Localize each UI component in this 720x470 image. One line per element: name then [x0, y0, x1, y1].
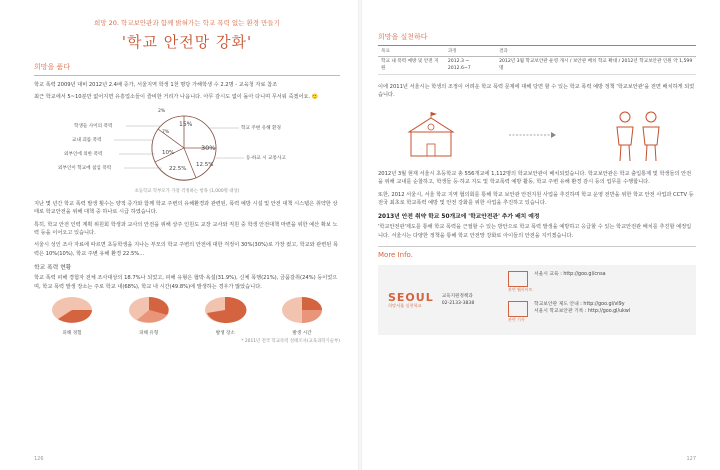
seoul-contact: [378, 265, 498, 335]
subheading-violence-status: 학교 폭력 현황: [34, 265, 72, 272]
pie-legend-item: 학교 주변 유해 환경: [241, 125, 281, 131]
arrow-head: [551, 132, 556, 138]
mini-pie-row: [34, 295, 340, 336]
more-info-box: [378, 265, 696, 335]
pie-legend-item: 교내 괴롭 폭력: [72, 137, 102, 143]
guard-body: [617, 127, 633, 145]
section-heading-hope: 희망을 품다: [34, 63, 71, 71]
website-link[interactable]: 서울시 교육 : http://goo.gl/cnsa: [534, 272, 606, 278]
table-header: 결과: [496, 46, 696, 57]
pie-svg: [34, 106, 340, 186]
school-door: [427, 144, 435, 156]
paragraph-deployment: 2012년 3월 현재 서울시 초등학교 총 556개교에 1,112명의 학교보안관이 배치되었습니다. 학교보안관은 학교 출입통제 및 학생들의 안전을 위해 교내를 순찰하고, 학생들 등·하교 지도 및 학교폭력 예방 활동, 학교 주변 유해 환경 감시 등의 업무를 수행합니다.: [378, 170, 692, 186]
mini-pie: [274, 295, 330, 336]
more-info-heading: More Info.: [378, 251, 413, 260]
mini-pie-caption: 피해 경험: [62, 331, 82, 337]
pie-label: 30%: [201, 143, 216, 152]
table-header: 과정: [445, 46, 496, 57]
pie-legend-item: 학생들 사이의 폭력: [74, 123, 113, 129]
guard-leg: [655, 145, 656, 161]
school-guard-illustration: [378, 104, 696, 166]
pie-label: 10%: [162, 149, 175, 156]
paragraph-programs: 또한, 2012 서울시, 서울 학교 지역 협의회를 통해 학교 보안관 안전지원 사업을 추진하며 학교 운영 전반을 위한 학교 안전 사업과 CCTV 등 전국 최초로 학교폭력 예방 및 안전 강화를 위한 사업을 추진하고 있습니다.: [378, 191, 694, 207]
seoul-logo-block: [388, 292, 434, 309]
paragraph-violence-stats: 학교 폭력 피해 경험자 전체 조사대상의 18.7%나 되었고, 피해 유형은 협박·욕설(31.9%), 신체 폭행(21%), 금품갈취(24%) 등이었으며, 학교 폭력 발생 장소는 주로 학교 내(68%), 학교 내 시간(49.8%)에 발생하는 경우가 많았습니다.: [34, 275, 338, 290]
pie-slice: [302, 297, 322, 310]
table-cell: 학교 내 폭력 예방 및 안전 지원: [378, 57, 445, 75]
mini-pie: [121, 295, 177, 336]
paragraph-quote: 최근 학교에서 5~10분만 없어지면 유흥업소들이 즐비한 거리가 나옵니다. 아무 감시도 없이 돌아 다니며 무서워 죽겠어요. 🙂: [34, 94, 319, 101]
guard-body: [643, 127, 659, 145]
section-heading-practice: 희망을 실천하다: [378, 33, 428, 41]
table-header-row: [378, 46, 696, 57]
mini-pie-svg: [280, 295, 324, 325]
paragraph-survey: 서울시 성인 조사 자료에 따르면 초등학생을 지나는 부모의 학교 주변의 안전에 대한 걱정이 30%(30%)로 가장 컸고, 학교와 관련된 폭력은 10%(10%), 학교 주변 유해 환경 22.5%...: [34, 242, 338, 257]
table-row: [378, 57, 696, 75]
related-links: [498, 265, 696, 335]
pie-legend-item: 등·하교 시 교통사고: [246, 155, 286, 161]
page-title: '학교 안전망 강화': [121, 33, 253, 51]
mini-pie-svg: [127, 295, 171, 325]
paragraph-future: '학교안전관'제도를 통해 학교 폭력을 근절할 수 있는 방안으로 학교 폭력 발생을 예방하고 응급할 수 있는 학교안전관 배치를 추진할 예정입니다. 서울시는 다양한 정책을 통해 학교 안전망 강화로 아이들의 안전을 지키겠습니다.: [378, 224, 692, 239]
mini-pie-caption: 발생 시간: [292, 331, 312, 337]
page-number-right: 127: [686, 456, 696, 462]
guard-leg: [629, 145, 630, 161]
document-icon: [508, 301, 528, 317]
table-cell: 2012.3 ~ 2012.6~7: [445, 57, 496, 75]
seoul-logo-sub: 희망서울 실천학교: [388, 302, 422, 308]
seoul-logo: SEOUL: [388, 290, 434, 304]
more-info-section: [378, 246, 696, 335]
school-clock: [428, 124, 434, 130]
pie-label: 22.5%: [169, 165, 187, 172]
concern-pie-chart: [34, 106, 340, 186]
pie-legend-item: 외부인에 의한 폭력: [64, 151, 103, 157]
pie-label: 15%: [179, 120, 193, 128]
link-row-articles: [508, 301, 688, 323]
paragraph-detail: 특히, 학교 안전 인력 계획 위원회 학생과 교사의 안전을 위해 상주 인원도 교장 교사와 직원 중 학생 안전대책 마련을 위한 예산 확보 노력 등을 이어오고 있습니다.: [34, 221, 338, 237]
link-row-website: [508, 271, 688, 293]
school-building-icon: [401, 110, 461, 160]
mini-pie-caption: 피해 유형: [139, 331, 159, 337]
mini-pie-svg: [50, 295, 94, 325]
divider: [34, 75, 340, 76]
paragraph-intro: 이에 2011년 서울시는 학생의 조정이 어려운 학교 폭력 문제에 대해 당면 할 수 있는 학교 폭력 예방 정책 '학교보안관'을 전면 배치하게 되었습니다.: [378, 84, 695, 99]
mini-pie: [44, 295, 100, 336]
org-name: 교육지원정책과: [441, 294, 473, 300]
guard-leg: [620, 145, 621, 161]
article-links: [534, 301, 630, 315]
guards-icon: [603, 107, 673, 163]
link-tag: 관련 웹사이트: [508, 287, 533, 293]
paragraph-background: 지난 몇 년간 학교 폭력 발생 횟수는 양적 증가와 함께 학교 주변의 유해환경과 관련된, 폭력 예방 시설 및 안전 대책 시스템은 취약한 상태로 학교안전을 위해 대책 중 하나로 시급 하였습니다.: [34, 200, 338, 216]
right-page: [360, 0, 720, 470]
guard-head: [646, 112, 656, 122]
org-phone: 02-2133-3838: [441, 301, 475, 307]
home-icon: [508, 271, 528, 287]
mini-pie-source: * 2011년 전국 학교폭력 실태조사(교육과학기술부): [241, 339, 340, 345]
mini-pie: [197, 295, 253, 336]
guard-leg: [646, 145, 647, 161]
website-tag-block: [508, 271, 534, 293]
pie-label: 7%: [162, 129, 170, 135]
paragraph-stat: 학교 폭력 2009년 대비 2012년 2.4배 증가, 서울지역 학생 1천 명당 가해학생 수 2.2명 - 교육청 자료 참조: [34, 82, 278, 88]
pie-label: 2%: [158, 108, 166, 114]
school-flag: [431, 112, 437, 116]
goal-process-table: [378, 45, 696, 75]
pie-slice: [302, 310, 322, 323]
kicker-text: 희망 20. 학교보안관과 함께 밝혀가는 학교 폭력 없는 환경 만들기: [94, 19, 280, 27]
mini-pie-svg: [203, 295, 247, 325]
table-header: 목표: [378, 46, 445, 57]
guard-head: [620, 112, 630, 122]
article-link[interactable]: 서울시 학교보안관 기록 : http://goo.gl/ukwl: [534, 309, 631, 315]
arrow-icon: [507, 129, 557, 141]
org-contact: [442, 293, 475, 307]
pie-legend-item: 외부인이 학교에 침입 폭력: [58, 165, 112, 171]
article-tag-block: [508, 301, 534, 323]
pie-caption: 초등학교 학부모가 가장 걱정하는 항목 (1,000명 대상): [134, 188, 240, 194]
pie-label: 12.5%: [196, 161, 214, 168]
table-cell: 2012년 3월 학교보안관 운영 개시 / 보안관 배치 학교 확대 / 2012년 학교보안관 인원 약 1,599명: [496, 57, 696, 75]
subheading-2013-plan: 2013년 안전 취약 학교 50개교에 '학교안전관' 추가 배치 예정: [378, 214, 540, 221]
link-tag: 관련 기사: [508, 317, 525, 323]
mini-pie-caption: 발생 장소: [215, 331, 235, 337]
page-number-left: 126: [34, 456, 44, 462]
article-link[interactable]: 학교보안관 제도 안내 : http://goo.gl/vl9y: [534, 302, 625, 308]
